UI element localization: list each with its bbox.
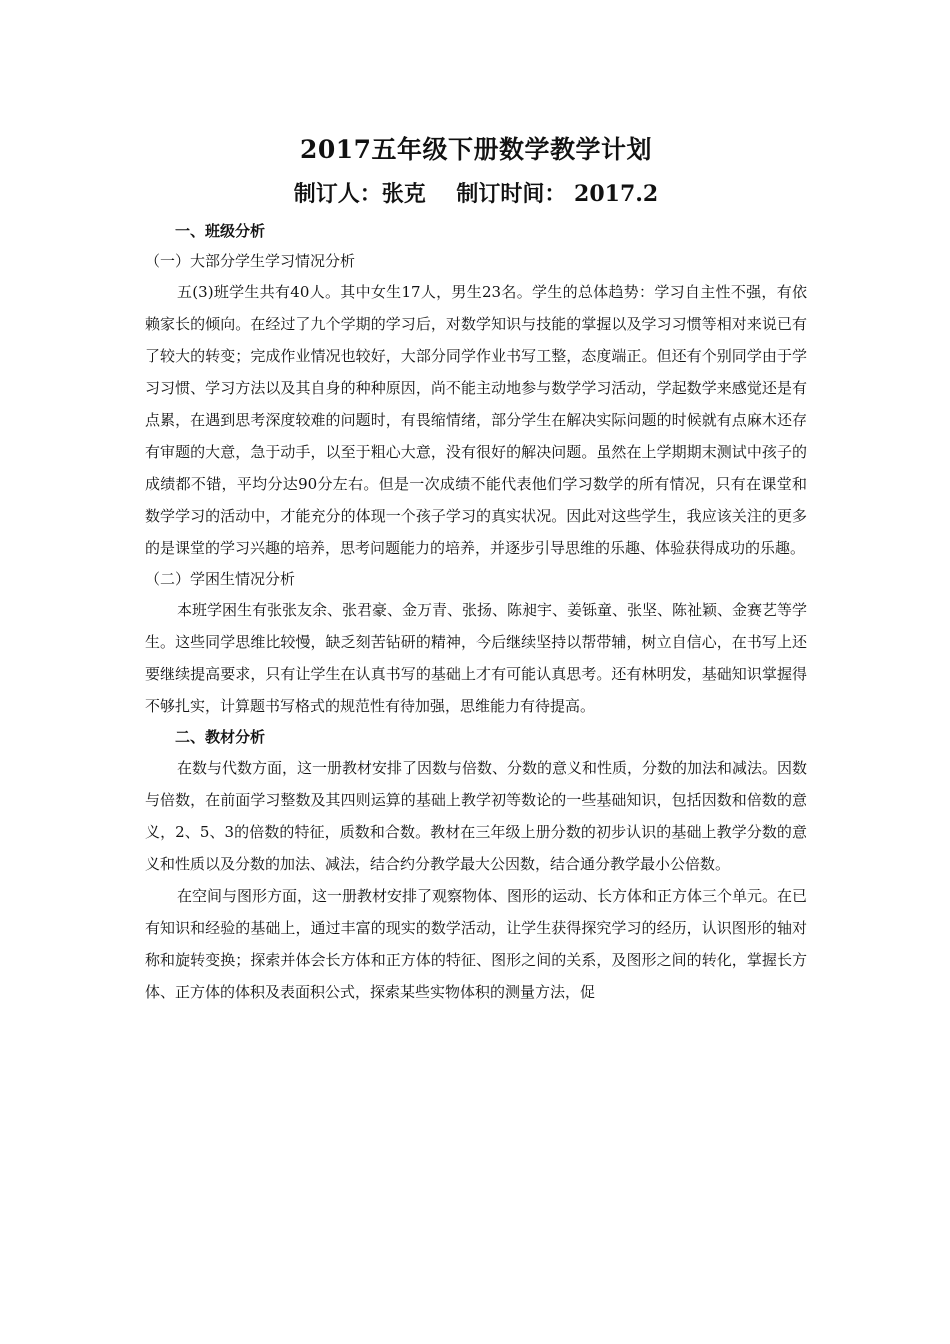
subsection-heading-majority: （一）大部分学生学习情况分析 (145, 252, 356, 270)
subsection-heading-struggling: （二）学困生情况分析 (145, 570, 296, 588)
section-heading-textbook-analysis: 二、教材分析 (175, 728, 266, 746)
document-subtitle: 制订人：张克 制订时间： 2017.2 (293, 181, 659, 207)
paragraph-majority-analysis: 五(3)班学生共有40人。其中女生17人，男生23名。学生的总体趋势：学习自主性不强，有依赖家长的倾向。在经过了九个学期的学习后，对数学知识与技能的掌握以及学习习惯等相对来说已有了较大的转变；完成作业情况也较好，大部分同学作业书写工整，态度端正。但还有个别同学由于学习习惯、学习方法以及其自身的种种原因，尚不能主动地参与数学学习活动，学起数学来感觉还是有点累，在遇到思考深度较难的问题时，有畏缩情绪，部分学生在解决实际问题的时候就有点麻木还存有审题的大意，急于动手，以至于粗心大意，没有很好的解决问题。虽然在上学期期末测试中孩子的成绩都不错，平均分达90分左右。但是一次成绩不能代表他们学习数学的所有情况，只有在课堂和数学学习的活动中，才能充分的体现一个孩子学习的真实状况。因此对这些学生，我应该关注的更多的是课堂的学习兴趣的培养，思考问题能力的培养，并逐步引导思维的乐趣、体验获得成功的乐趣。 (145, 283, 807, 557)
paragraph-number-algebra: 在数与代数方面，这一册教材安排了因数与倍数、分数的意义和性质，分数的加法和减法。因数与倍数，在前面学习整数及其四则运算的基础上教学初等数论的一些基础知识，包括因数和倍数的意义，2、5、3的倍数的特征，质数和合数。教材在三年级上册分数的初步认识的基础上教学分数的意义和性质以及分数的加法、减法，结合约分教学最大公因数，结合通分教学最小公倍数。 (145, 759, 808, 873)
document-body (145, 128, 807, 1008)
paragraph-space-geometry: 在空间与图形方面，这一册教材安排了观察物体、图形的运动、长方体和正方体三个单元。在已有知识和经验的基础上，通过丰富的现实的数学活动，让学生获得探究学习的经历，认识图形的轴对称和旋转变换；探索并体会长方体和正方体的特征、图形之间的关系，及图形之间的转化，掌握长方体、正方体的体积及表面积公式，探索某些实物体积的测量方法，促 (145, 887, 808, 1001)
document-title: 2017五年级下册数学教学计划 (299, 135, 653, 164)
section-heading-class-analysis: 一、班级分析 (175, 222, 266, 240)
paragraph-struggling-analysis: 本班学困生有张张友余、张君豪、金万青、张扬、陈昶宇、姜铄童、张坚、陈祉颖、金赛艺等学生。这些同学思维比较慢，缺乏刻苦钻研的精神，今后继续坚持以帮带辅，树立自信心，在书写上还要继续提高要求，只有让学生在认真书写的基础上才有可能认真思考。还有林明发，基础知识掌握得不够扎实，计算题书写格式的规范性有待加强，思维能力有待提高。 (145, 601, 808, 715)
